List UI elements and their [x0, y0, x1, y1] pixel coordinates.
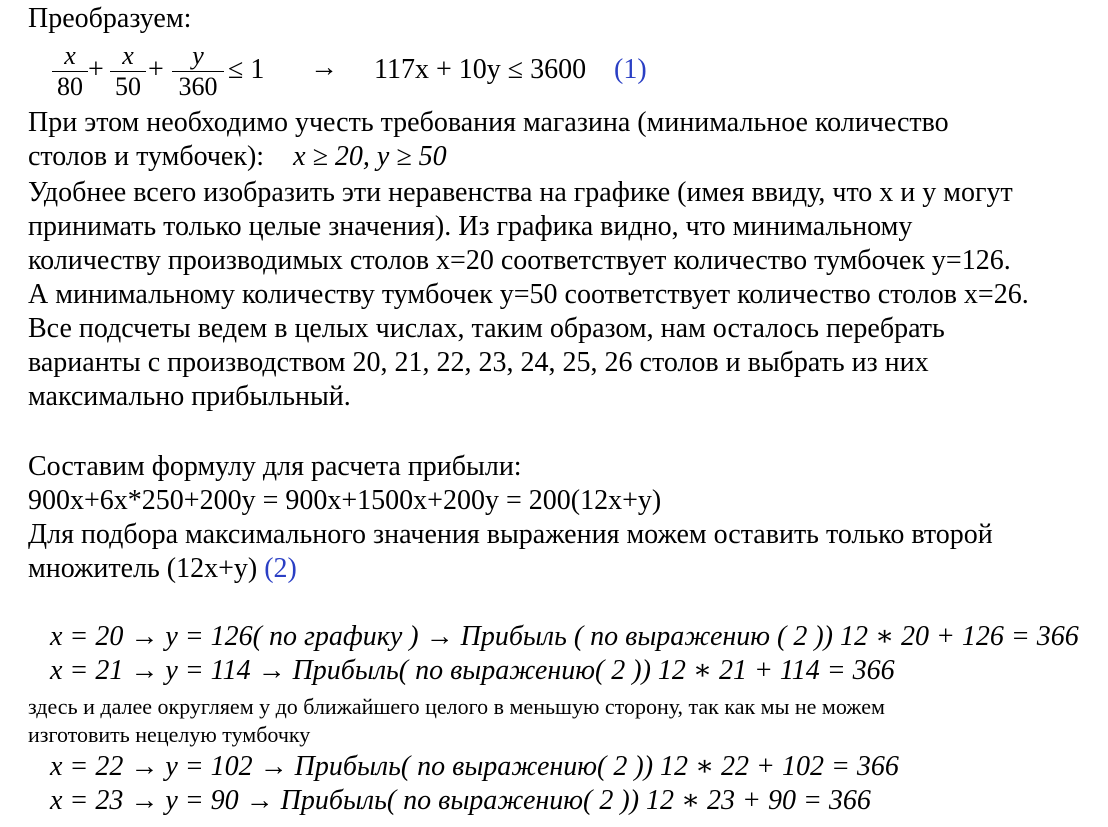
- equation-x-21: x = 21 → y = 114 → Прибыль( по выражению( 2 )) 12 ∗ 21 + 114 = 366: [50, 655, 895, 686]
- fraction-x-over-80: x 80: [52, 42, 88, 101]
- plus-sign: +: [148, 54, 164, 85]
- text-line: столов и тумбочек): x ≥ 20, y ≥ 50: [28, 141, 447, 172]
- plus-sign: +: [88, 54, 104, 85]
- equation-x-22: x = 22 → y = 102 → Прибыль( по выражению( 2 )) 12 ∗ 22 + 102 = 366: [50, 751, 899, 782]
- arrow-icon: →: [310, 52, 338, 83]
- text-line: А минимальному количеству тумбочек y=50 соответствует количество столов x=26.: [28, 279, 1029, 310]
- text-line: Удобнее всего изобразить эти неравенства на графике (имея ввиду, что x и y могут: [28, 177, 1013, 208]
- constraint-math: x ≥ 20, y ≥ 50: [293, 141, 447, 172]
- note-line: изготовить нецелую тумбочку: [28, 722, 311, 747]
- text-line: максимально прибыльный.: [28, 381, 351, 412]
- note-line: здесь и далее округляем y до ближайшего целого в меньшую сторону, так как мы не можем: [28, 694, 885, 719]
- fraction-x-over-50: x 50: [110, 42, 146, 101]
- text-line: принимать только целые значения). Из графика видно, что минимальному: [28, 211, 913, 242]
- equation-x-23: x = 23 → y = 90 → Прибыль( по выражению( 2 )) 12 ∗ 23 + 90 = 366: [50, 785, 871, 816]
- heading-transform: Преобразуем:: [28, 3, 192, 34]
- less-equal-one: ≤ 1: [228, 54, 265, 85]
- equation-x-20: x = 20 → y = 126( по графику ) → Прибыль ( по выражению ( 2 )) 12 ∗ 20 + 126 = 366: [50, 621, 1079, 652]
- text-line: варианты с производством 20, 21, 22, 23, 24, 25, 26 столов и выбрать из них: [28, 347, 929, 378]
- fraction-y-over-360: y 360: [172, 42, 224, 101]
- text-line: Составим формулу для расчета прибыли:: [28, 451, 522, 482]
- text-line: количеству производимых столов x=20 соответствует количество тумбочек y=126.: [28, 245, 1011, 276]
- reference-1: (1): [614, 54, 647, 85]
- inequality-117x-10y: 117x + 10y ≤ 3600: [374, 54, 587, 85]
- text-line: Для подбора максимального значения выражения можем оставить только второй: [28, 519, 993, 550]
- text-line: множитель (12x+y) (2): [28, 553, 297, 584]
- profit-formula: 900x+6x*250+200y = 900x+1500x+200y = 200(12x+y): [28, 485, 662, 516]
- text-line: Все подсчеты ведем в целых числах, таким образом, нам осталось перебрать: [28, 313, 945, 344]
- reference-2: (2): [264, 553, 297, 584]
- text-line: При этом необходимо учесть требования магазина (минимальное количество: [28, 107, 949, 138]
